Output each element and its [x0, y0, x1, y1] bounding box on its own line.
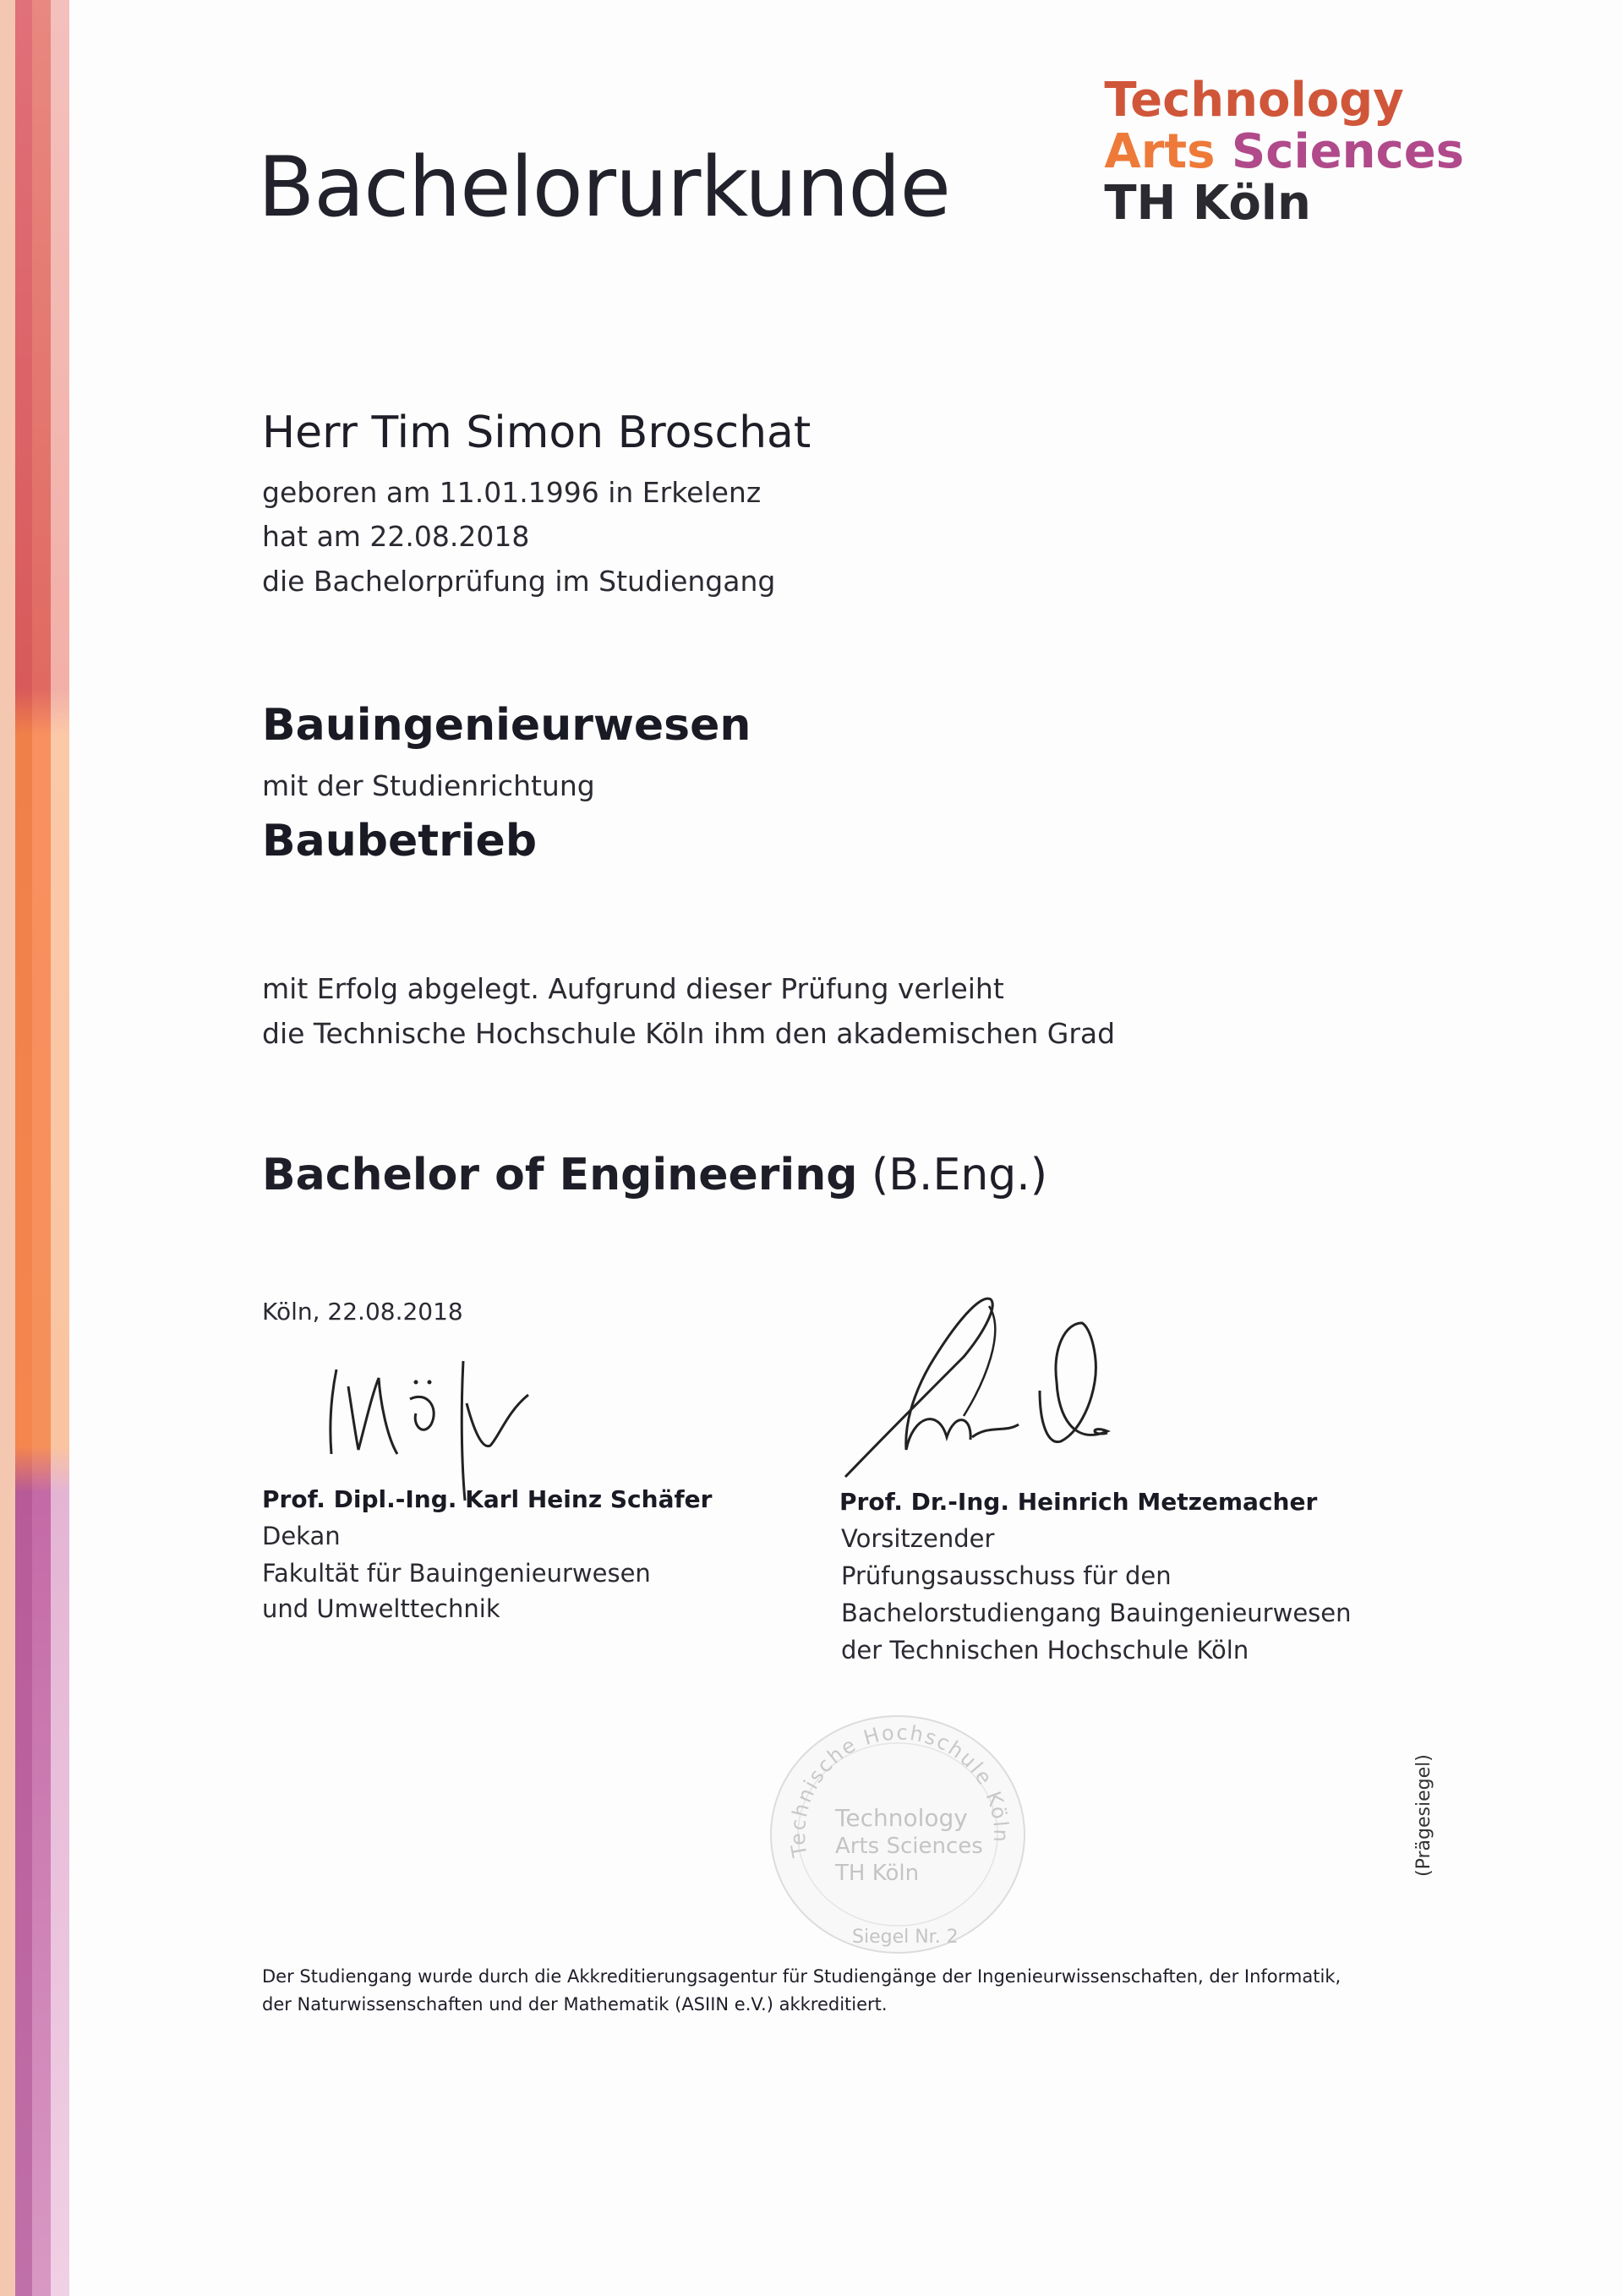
- dean-role-3: und Umwelttechnik: [262, 1594, 500, 1623]
- degree-name: Bachelor of Engineering: [262, 1150, 858, 1200]
- th-koeln-logo: [1104, 74, 1464, 229]
- document-title: Bachelorurkunde: [258, 139, 950, 236]
- embossed-seal: [761, 1708, 1040, 1961]
- dean-role-2: Fakultät für Bauingenieurwesen: [262, 1559, 651, 1588]
- exam-intro: die Bachelorprüfung im Studiengang: [262, 565, 776, 598]
- footer-line-1: Der Studiengang wurde durch die Akkreditierungsagentur für Studiengänge der Ingenieurwissenschaften, der Informatik,: [262, 1966, 1342, 1987]
- specialization-name: Baubetrieb: [262, 816, 538, 866]
- footer-line-2: der Naturwissenschaften und der Mathematik (ASIIN e.V.) akkreditiert.: [262, 1994, 888, 2014]
- chair-role-4: der Technischen Hochschule Köln: [841, 1636, 1249, 1665]
- logo-th-koeln: TH Köln: [1104, 176, 1311, 231]
- seal-number: Siegel Nr. 2: [852, 1927, 959, 1948]
- result-line-1: mit Erfolg abgelegt. Aufgrund dieser Prüfung verleiht: [262, 972, 1004, 1005]
- seal-line-1: Technology: [835, 1804, 968, 1832]
- logo-arts: Arts: [1104, 124, 1216, 179]
- dean-role-1: Dekan: [262, 1522, 341, 1550]
- degree-abbreviation: (B.Eng.): [871, 1150, 1048, 1200]
- chair-role-3: Bachelorstudiengang Bauingenieurwesen: [841, 1599, 1352, 1627]
- birth-info: geboren am 11.01.1996 in Erkelenz: [262, 476, 762, 509]
- dean-name: Prof. Dipl.-Ing. Karl Heinz Schäfer: [262, 1485, 713, 1513]
- logo-sciences: Sciences: [1231, 124, 1464, 179]
- chair-name: Prof. Dr.-Ing. Heinrich Metzemacher: [839, 1488, 1318, 1516]
- seal-ring-text: Technische Hochschule Köln: [785, 1720, 1014, 1859]
- seal-label-text: (Prägesiegel): [1413, 1754, 1434, 1877]
- chair-signature: [837, 1289, 1158, 1484]
- dean-signature: [313, 1344, 549, 1505]
- decorative-color-stripe: [0, 0, 69, 2296]
- seal-line-2: Arts Sciences: [835, 1834, 983, 1859]
- degree: [262, 1150, 1047, 1200]
- specialization-intro: mit der Studienrichtung: [262, 769, 595, 802]
- logo-technology: Technology: [1104, 73, 1404, 128]
- logo-arts-sciences: [1104, 126, 1464, 178]
- recipient-name: Herr Tim Simon Broschat: [262, 407, 812, 458]
- seal-label: [1413, 1754, 1434, 1877]
- seal-line-3: TH Köln: [835, 1861, 920, 1886]
- result-line-2: die Technische Hochschule Köln ihm den akademischen Grad: [262, 1017, 1116, 1050]
- accreditation-footer: [262, 1963, 1341, 2019]
- chair-role-2: Prüfungsausschuss für den: [841, 1561, 1172, 1590]
- place-date: Köln, 22.08.2018: [262, 1298, 463, 1326]
- program-name: Bauingenieurwesen: [262, 700, 751, 751]
- exam-date: hat am 22.08.2018: [262, 520, 530, 553]
- chair-role-1: Vorsitzender: [841, 1524, 995, 1553]
